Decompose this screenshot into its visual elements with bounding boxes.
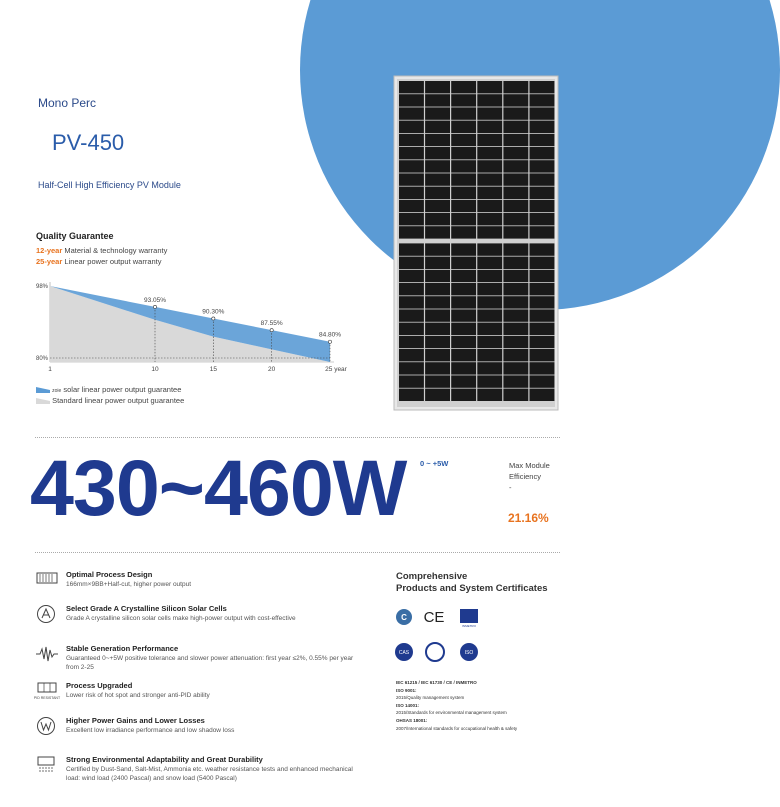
solar-cell bbox=[399, 323, 424, 335]
solar-cell bbox=[451, 309, 476, 321]
solar-cell bbox=[477, 121, 502, 133]
solar-cell bbox=[399, 389, 424, 401]
solar-cell bbox=[399, 187, 424, 199]
solar-cell bbox=[477, 200, 502, 212]
solar-cell bbox=[399, 107, 424, 119]
solar-cell bbox=[451, 389, 476, 401]
solar-cell bbox=[503, 213, 528, 225]
solar-cell bbox=[477, 94, 502, 106]
warranty-chart bbox=[30, 278, 347, 382]
solar-cell bbox=[530, 375, 555, 387]
solar-cell bbox=[477, 389, 502, 401]
solar-cell bbox=[451, 362, 476, 374]
solar-cell bbox=[503, 160, 528, 172]
solar-cell bbox=[503, 121, 528, 133]
legend-swatch-primary bbox=[36, 387, 50, 393]
x-tick-label: 25 year bbox=[325, 366, 347, 373]
svg-text:ISO: ISO bbox=[464, 650, 474, 656]
solar-cell bbox=[477, 107, 502, 119]
solar-cell bbox=[530, 309, 555, 321]
data-point bbox=[212, 317, 215, 320]
solar-cell bbox=[503, 187, 528, 199]
solar-cell bbox=[503, 336, 528, 348]
solar-cell bbox=[399, 81, 424, 93]
solar-cell bbox=[399, 121, 424, 133]
solar-cell bbox=[530, 107, 555, 119]
solar-cell bbox=[399, 147, 424, 159]
wattage-icon bbox=[36, 716, 58, 736]
svg-text:PID RESISTANT: PID RESISTANT bbox=[33, 696, 61, 700]
solar-cell bbox=[399, 200, 424, 212]
solar-cell bbox=[530, 323, 555, 335]
svg-text:CAS: CAS bbox=[398, 650, 410, 656]
solar-cell bbox=[477, 309, 502, 321]
x-tick-label: 10 bbox=[151, 366, 159, 373]
solar-cell bbox=[503, 270, 528, 282]
solar-cell bbox=[399, 375, 424, 387]
solar-cell bbox=[530, 296, 555, 308]
x-tick-label: 1 bbox=[48, 366, 52, 373]
solar-cell bbox=[425, 107, 450, 119]
cell-icon bbox=[36, 570, 58, 590]
model-name: PV-450 bbox=[52, 130, 125, 155]
legend-standard: Standard linear power output guarantee bbox=[36, 396, 184, 405]
solar-cell bbox=[399, 134, 424, 146]
solar-cell bbox=[530, 121, 555, 133]
x-tick-label: 20 bbox=[268, 366, 276, 373]
y-tick-label: 80% bbox=[35, 356, 48, 362]
solar-cell bbox=[530, 94, 555, 106]
solar-cell bbox=[451, 187, 476, 199]
solar-cell bbox=[477, 213, 502, 225]
solar-cell bbox=[530, 226, 555, 238]
y-tick-label: 98% bbox=[35, 284, 48, 290]
solar-cell bbox=[477, 375, 502, 387]
solar-cell bbox=[530, 283, 555, 295]
solar-cell bbox=[399, 257, 424, 269]
solar-cell bbox=[425, 213, 450, 225]
product-series: Mono Perc bbox=[38, 96, 97, 110]
solar-cell bbox=[530, 173, 555, 185]
solar-cell bbox=[503, 283, 528, 295]
solar-cell bbox=[399, 160, 424, 172]
solar-cell bbox=[530, 134, 555, 146]
solar-cell bbox=[503, 349, 528, 361]
data-label: 90.30% bbox=[202, 308, 225, 316]
solar-cell bbox=[425, 389, 450, 401]
solar-cell bbox=[425, 257, 450, 269]
data-label: 87.55% bbox=[260, 320, 283, 328]
solar-cell bbox=[451, 283, 476, 295]
solar-cell bbox=[425, 200, 450, 212]
quality-guarantee-title: Quality Guarantee bbox=[36, 231, 114, 241]
solar-cell bbox=[451, 296, 476, 308]
data-point bbox=[270, 329, 273, 332]
solar-cell bbox=[425, 173, 450, 185]
solar-cell bbox=[503, 173, 528, 185]
solar-cell bbox=[425, 309, 450, 321]
solar-cell bbox=[425, 349, 450, 361]
solar-cell bbox=[477, 243, 502, 255]
solar-cell bbox=[425, 187, 450, 199]
solar-cell bbox=[451, 375, 476, 387]
svg-text:INMETRO: INMETRO bbox=[462, 624, 476, 628]
solar-cell bbox=[451, 200, 476, 212]
waveform-icon bbox=[36, 644, 58, 664]
solar-cell bbox=[451, 270, 476, 282]
solar-cell bbox=[530, 81, 555, 93]
solar-cell bbox=[451, 147, 476, 159]
data-label: 84.80% bbox=[318, 331, 342, 339]
solar-cell bbox=[451, 94, 476, 106]
grade-a-icon bbox=[36, 604, 58, 624]
solar-cell bbox=[451, 243, 476, 255]
ce-logo bbox=[396, 609, 444, 626]
solar-cell bbox=[530, 147, 555, 159]
solar-cell bbox=[477, 362, 502, 374]
svg-text:CE: CE bbox=[423, 609, 445, 626]
solar-cell bbox=[477, 187, 502, 199]
solar-cell bbox=[399, 336, 424, 348]
solar-cell bbox=[530, 243, 555, 255]
solar-panel-image bbox=[394, 76, 558, 410]
solar-cell bbox=[451, 107, 476, 119]
warranty-line: 12-year Material & technology warranty bbox=[36, 246, 168, 255]
solar-cell bbox=[425, 121, 450, 133]
solar-cell bbox=[399, 226, 424, 238]
legend-swatch-standard bbox=[36, 398, 50, 404]
solar-cell bbox=[530, 270, 555, 282]
solar-cell bbox=[451, 336, 476, 348]
solar-cell bbox=[425, 243, 450, 255]
solar-cell bbox=[425, 160, 450, 172]
inmetro-logo bbox=[460, 609, 478, 628]
solar-cell bbox=[451, 257, 476, 269]
solar-cell bbox=[503, 107, 528, 119]
solar-cell bbox=[399, 173, 424, 185]
solar-cell bbox=[425, 323, 450, 335]
solar-cell bbox=[477, 134, 502, 146]
solar-cell bbox=[451, 81, 476, 93]
solar-cell bbox=[425, 81, 450, 93]
legend-primary: zoie solar linear power output guarantee bbox=[36, 385, 181, 394]
section-divider bbox=[35, 552, 560, 553]
solar-cell bbox=[503, 134, 528, 146]
solar-cell bbox=[425, 94, 450, 106]
efficiency-value: 21.16% bbox=[508, 511, 549, 525]
solar-cell bbox=[451, 226, 476, 238]
solar-cell bbox=[477, 283, 502, 295]
solar-cell bbox=[477, 270, 502, 282]
solar-cell bbox=[451, 160, 476, 172]
solar-cell bbox=[425, 362, 450, 374]
solar-cell bbox=[530, 336, 555, 348]
solar-cell bbox=[503, 147, 528, 159]
solar-cell bbox=[503, 375, 528, 387]
solar-cell bbox=[425, 336, 450, 348]
solar-cell bbox=[477, 147, 502, 159]
solar-cell bbox=[503, 200, 528, 212]
x-tick-label: 15 bbox=[209, 366, 217, 373]
solar-cell bbox=[530, 362, 555, 374]
solar-cell bbox=[530, 389, 555, 401]
solar-cell bbox=[425, 375, 450, 387]
solar-cell bbox=[530, 349, 555, 361]
solar-cell bbox=[451, 349, 476, 361]
solar-cell bbox=[399, 309, 424, 321]
solar-cell bbox=[477, 257, 502, 269]
section-divider bbox=[35, 437, 560, 438]
solar-cell bbox=[425, 283, 450, 295]
solar-cell bbox=[477, 323, 502, 335]
solar-cell bbox=[399, 349, 424, 361]
solar-cell bbox=[399, 296, 424, 308]
solar-cell bbox=[451, 323, 476, 335]
solar-cell bbox=[477, 296, 502, 308]
solar-cell bbox=[530, 187, 555, 199]
solar-cell bbox=[425, 226, 450, 238]
data-point bbox=[328, 340, 331, 343]
solar-cell bbox=[530, 160, 555, 172]
solar-cell bbox=[399, 270, 424, 282]
solar-cell bbox=[451, 134, 476, 146]
certificates-title: Comprehensive Products and System Certificates bbox=[396, 571, 548, 594]
solar-cell bbox=[399, 243, 424, 255]
solar-cell bbox=[503, 323, 528, 335]
solar-cell bbox=[477, 160, 502, 172]
certificate-logos bbox=[394, 607, 504, 667]
solar-cell bbox=[503, 243, 528, 255]
solar-cell bbox=[477, 349, 502, 361]
power-tolerance: 0 ~ +5W bbox=[420, 459, 449, 468]
solar-cell bbox=[399, 362, 424, 374]
durability-icon bbox=[36, 755, 58, 775]
solar-cell bbox=[477, 226, 502, 238]
svg-text:C: C bbox=[401, 613, 407, 622]
solar-cell bbox=[477, 81, 502, 93]
solar-cell bbox=[503, 362, 528, 374]
solar-cell bbox=[503, 309, 528, 321]
data-label: 93.05% bbox=[143, 296, 167, 304]
solar-cell bbox=[530, 200, 555, 212]
solar-cell bbox=[477, 336, 502, 348]
solar-cell bbox=[425, 296, 450, 308]
solar-cell bbox=[530, 213, 555, 225]
solar-cell bbox=[399, 94, 424, 106]
solar-cell bbox=[451, 121, 476, 133]
certificate-list: IEC 61215 / IEC 61730 / CE / INMETRO ISO 9001: 2015/Quality management system ISO 14001: 2015/Standards for environmental management system OHSAS 18001: 2007/International standards for occupational health & safety bbox=[396, 680, 518, 731]
solar-cell bbox=[503, 296, 528, 308]
data-point bbox=[153, 305, 156, 308]
solar-cell bbox=[425, 147, 450, 159]
solar-cell bbox=[503, 81, 528, 93]
solar-cell bbox=[399, 213, 424, 225]
solar-cell bbox=[503, 389, 528, 401]
solar-cell bbox=[425, 134, 450, 146]
product-subtitle: Half-Cell High Efficiency PV Module bbox=[38, 180, 181, 190]
pid-icon bbox=[33, 681, 61, 701]
power-range: 430~460W bbox=[30, 443, 407, 532]
solar-cell bbox=[503, 94, 528, 106]
iso-logos bbox=[395, 643, 478, 661]
solar-cell bbox=[425, 270, 450, 282]
solar-cell bbox=[530, 257, 555, 269]
solar-cell bbox=[503, 226, 528, 238]
warranty-line: 25-year Linear power output warranty bbox=[36, 257, 162, 266]
efficiency-label: Max Module Efficiency - bbox=[509, 461, 550, 492]
solar-cell bbox=[451, 213, 476, 225]
solar-cell bbox=[451, 173, 476, 185]
solar-cell bbox=[503, 257, 528, 269]
solar-cell bbox=[477, 173, 502, 185]
solar-cell bbox=[399, 283, 424, 295]
